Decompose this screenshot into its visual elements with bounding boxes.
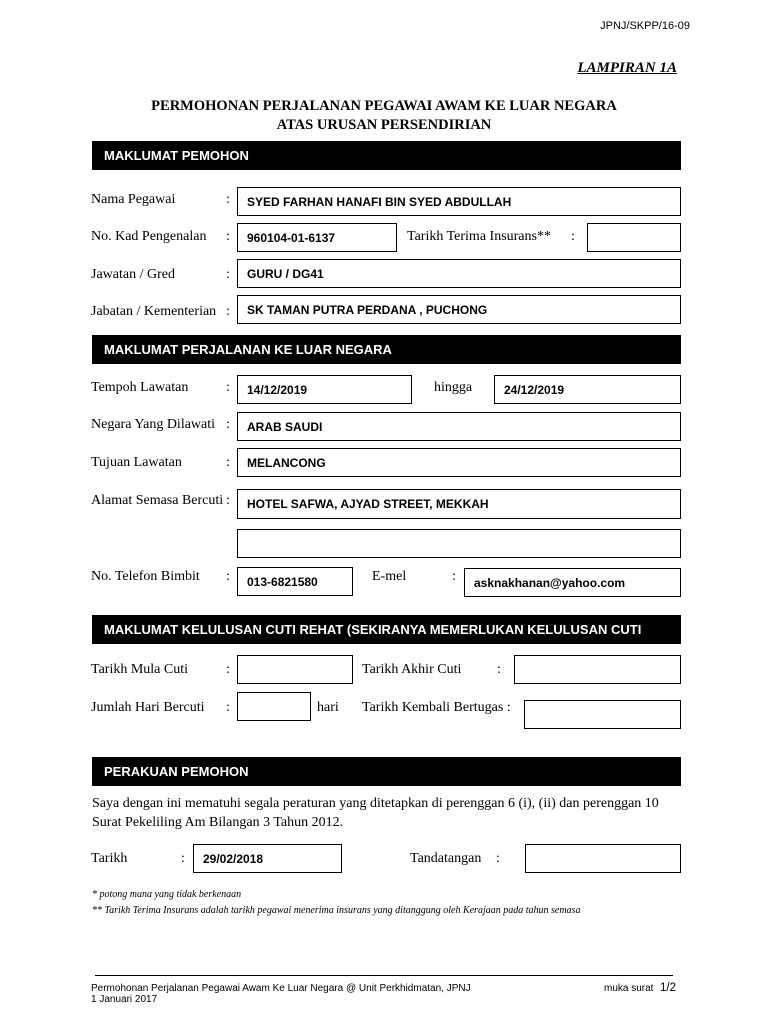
insurans-label: Tarikh Terima Insurans** [407,229,551,244]
mula-cuti-field[interactable] [237,655,353,684]
colon: : [496,851,500,866]
form-title-line-1: PERMOHONAN PERJALANAN PEGAWAI AWAM KE LUAR NEGARA [151,98,617,114]
tujuan-field[interactable]: MELANCONG [237,448,681,477]
colon: : [226,267,230,282]
footnote-1: * potong mana yang tidak berkenaan [92,889,242,900]
footer-page-label: muka surat [604,983,654,994]
colon: : [226,455,230,470]
telefon-field[interactable]: 013-6821580 [237,567,353,596]
tempoh-to-field[interactable]: 24/12/2019 [494,375,681,404]
kad-pengenalan-field[interactable]: 960104-01-6137 [237,223,397,252]
akhir-cuti-label: Tarikh Akhir Cuti [362,662,462,677]
kembali-bertugas-field[interactable] [524,700,681,729]
colon: : [226,192,230,207]
telefon-label: No. Telefon Bimbit [91,569,200,584]
colon: : [226,229,230,244]
colon: : [226,380,230,395]
alamat-field-line-1[interactable]: HOTEL SAFWA, AJYAD STREET, MEKKAH [237,489,681,519]
kembali-bertugas-label: Tarikh Kembali Bertugas : [362,700,511,715]
reference-code: JPNJ/SKPP/16-09 [600,20,690,32]
negara-label: Negara Yang Dilawati [91,417,216,432]
hari-label: hari [317,700,339,715]
colon: : [226,304,230,319]
tujuan-label: Tujuan Lawatan [91,455,182,470]
colon: : [571,229,575,244]
colon: : [226,700,230,715]
negara-field[interactable]: ARAB SAUDI [237,412,681,441]
colon: : [226,493,230,508]
emel-label: E-mel [372,569,407,584]
tandatangan-label: Tandatangan [410,851,482,866]
section-header-pemohon: MAKLUMAT PEMOHON [92,141,681,170]
tarikh-label: Tarikh [91,851,128,866]
tandatangan-field[interactable] [525,844,681,873]
footnote-2: ** Tarikh Terima Insurans adalah tarikh pegawai menerima insurans yang ditanggung oleh Kerajaan pada tahun semasa [92,905,581,916]
section-header-perakuan: PERAKUAN PEMOHON [92,757,681,786]
section-header-cuti: MAKLUMAT KELULUSAN CUTI REHAT (SEKIRANYA MEMERLUKAN KELULUSAN CUTI REHAT) [92,615,681,644]
colon: : [181,851,185,866]
alamat-field-line-2[interactable] [237,529,681,558]
jumlah-hari-field[interactable] [237,692,311,721]
mula-cuti-label: Tarikh Mula Cuti [91,662,189,677]
form-title-line-2: ATAS URUSAN PERSENDIRIAN [276,117,492,133]
emel-field[interactable]: asknakhanan@yahoo.com [464,568,681,597]
perakuan-statement: Saya dengan ini mematuhi segala peraturan yang ditetapkan di perenggan 6 (i), (ii) dan perenggan 10 Surat Pekeliling Am Bilangan 3 Tahun 2012. [92,796,659,830]
nama-field[interactable]: SYED FARHAN HANAFI BIN SYED ABDULLAH [237,187,681,216]
footer-title: Permohonan Perjalanan Pegawai Awam Ke Luar Negara @ Unit Perkhidmatan, JPNJ [91,983,471,994]
section-header-perjalanan: MAKLUMAT PERJALANAN KE LUAR NEGARA [92,335,681,364]
kad-pengenalan-label: No. Kad Pengenalan [91,229,207,244]
tempoh-from-field[interactable]: 14/12/2019 [237,375,412,404]
nama-label: Nama Pegawai [91,192,176,207]
insurans-date-field[interactable] [587,223,681,252]
footer-page-number: 1/2 [660,982,676,994]
colon: : [226,662,230,677]
tarikh-field[interactable]: 29/02/2018 [193,844,342,873]
colon: : [497,662,501,677]
colon: : [226,417,230,432]
colon: : [452,569,456,584]
jabatan-label: Jabatan / Kementerian [91,304,217,319]
akhir-cuti-field[interactable] [514,655,681,684]
hingga-label: hingga [434,380,473,395]
alamat-label: Alamat Semasa Bercuti [91,493,224,508]
colon: : [226,569,230,584]
footer-date: 1 Januari 2017 [91,994,158,1005]
footer-divider [95,975,673,976]
jawatan-label: Jawatan / Gred [91,267,175,282]
tempoh-label: Tempoh Lawatan [91,380,189,395]
jumlah-hari-label: Jumlah Hari Bercuti [91,700,205,715]
jabatan-field[interactable]: SK TAMAN PUTRA PERDANA , PUCHONG [237,295,681,324]
lampiran-label: LAMPIRAN 1A [577,60,677,76]
jawatan-field[interactable]: GURU / DG41 [237,259,681,288]
